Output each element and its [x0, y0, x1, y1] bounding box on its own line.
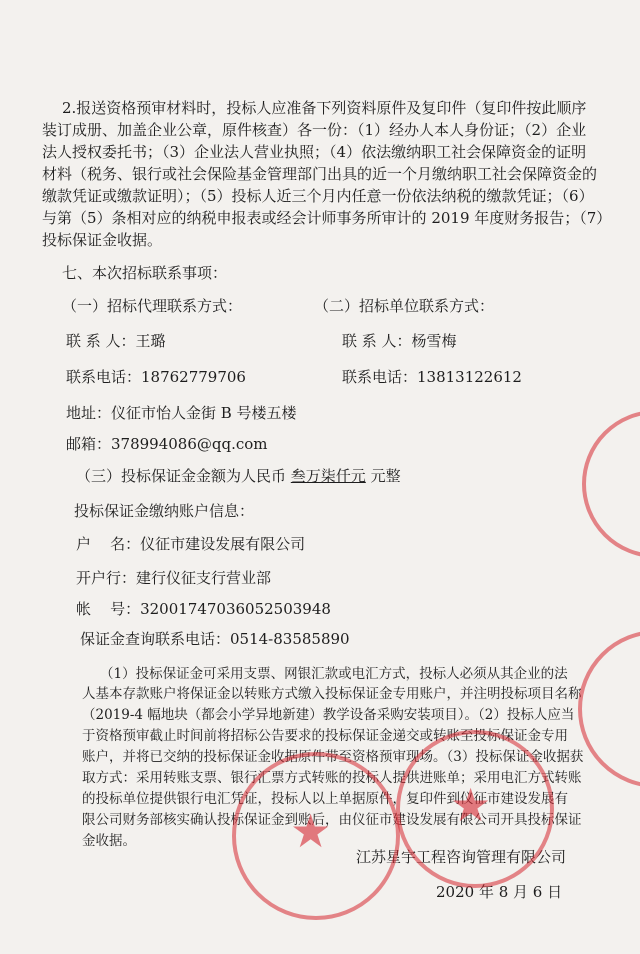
seal-star-icon: ★: [450, 778, 492, 832]
agent-email: 邮箱：378994086@qq.com: [66, 435, 268, 453]
paragraph-2-line-3: 法人授权委托书；（3）企业法人营业执照；（4）依法缴纳职工社会保障资金的证明: [42, 143, 587, 161]
notes-line-6: 取方式：采用转账支票、银行汇票方式转账的投标人提供进账单；采用电汇方式转账: [82, 770, 582, 786]
paragraph-2-line-4: 材料（税务、银行或社会保险基金管理部门出具的近一个月缴纳职工社会保障资金的: [42, 165, 598, 183]
agent-phone: 联系电话：18762779706: [66, 368, 246, 386]
deposit-account-heading: 投标保证金缴纳账户信息：: [74, 502, 255, 520]
agent-address: 地址：仪征市怡人金街 B 号楼五楼: [66, 404, 297, 422]
seal-stamp-left: [232, 752, 400, 920]
notes-line-5: 账户，并将已交纳的投标保证金收据原件带至资格预审现场。（3）投标保证金收据获: [82, 749, 584, 765]
owner-contact: 联 系 人：杨雪梅: [342, 332, 457, 350]
owner-heading: （二）招标单位联系方式：: [314, 297, 495, 315]
deposit-account-number: 帐 号：32001747036052503948: [76, 600, 331, 618]
agent-contact: 联 系 人：王璐: [66, 332, 166, 350]
owner-phone: 联系电话：13813122612: [342, 368, 522, 386]
seal-stamp-edge-top: [582, 410, 640, 558]
seal-stamp-edge-middle: [578, 630, 640, 788]
notes-line-9: 金收据。: [82, 833, 136, 849]
signature-company: 江苏星宇工程咨询管理有限公司: [356, 848, 567, 866]
notes-line-8: 限公司财务部核实确认投标保证金到账后，由仪征市建设发展有限公司开具投标保证: [82, 812, 582, 828]
deposit-suffix: 元整: [370, 467, 401, 485]
signature-date: 2020 年 8 月 6 日: [436, 883, 563, 901]
paragraph-2-line-7: 投标保证金收据。: [42, 231, 163, 249]
notes-line-7: 的投标单位提供银行电汇凭证，投标人以上单据原件，复印件到仪征市建设发展有: [82, 791, 568, 807]
deposit-account-name: 户 名：仪征市建设发展有限公司: [76, 535, 306, 553]
notes-line-4: 于资格预审截止时间前将招标公告要求的投标保证金递交或转账至投标保证金专用: [82, 728, 568, 744]
deposit-query-phone: 保证金查询联系电话：0514-83585890: [80, 630, 350, 648]
section-7-heading: 七、本次招标联系事项：: [62, 264, 228, 282]
notes-line-1: （1）投标保证金可采用支票、网银汇款或电汇方式，投标人必须从其企业的法: [100, 666, 568, 682]
paragraph-2-line-6: 与第（5）条相对应的纳税申报表或经会计师事务所审计的 2019 年度财务报告；（7）: [42, 209, 612, 227]
paragraph-2-line-2: 装订成册、加盖企业公章，原件核查）各一份：（1）经办人本人身份证；（2）企业: [42, 121, 587, 139]
agent-heading: （一）招标代理联系方式：: [62, 297, 243, 315]
paragraph-2-line-5: 缴款凭证或缴款证明）；（5）投标人近三个月内任意一份依法纳税的缴款凭证；（6）: [42, 187, 594, 205]
notes-line-2: 人基本存款账户将保证金以转账方式缴入投标保证金专用账户，并注明投标项目名称: [82, 686, 582, 702]
paragraph-2-line-1: 2.报送资格预审材料时，投标人应准备下列资料原件及复印件（复印件按此顺序: [62, 99, 587, 117]
deposit-bank: 开户行：建行仪征支行营业部: [76, 569, 272, 587]
seal-star-icon: ★: [290, 804, 332, 858]
seal-stamp-right: [396, 730, 554, 888]
notes-line-3: （2019-4 幅地块（都会小学异地新建）教学设备采购安装项目）。（2）投标人应当: [82, 707, 575, 723]
deposit-amount-line: [76, 465, 401, 487]
deposit-amount: 叁万柒仟元: [290, 467, 366, 485]
deposit-prefix: （三）投标保证金金额为人民币: [76, 467, 287, 485]
